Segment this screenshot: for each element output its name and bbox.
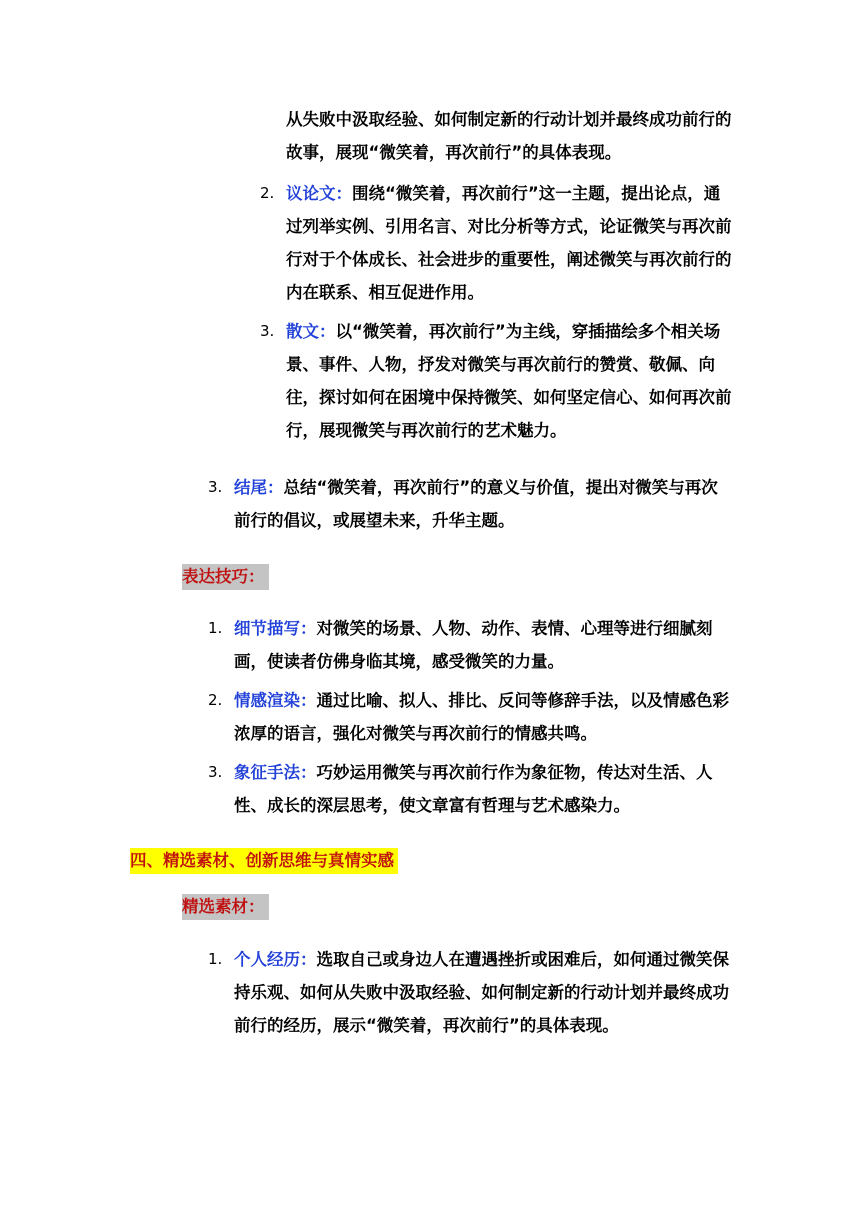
ending-number: 3. xyxy=(208,478,223,496)
technique-3-number: 3. xyxy=(208,763,223,781)
ending-term: 结尾： xyxy=(234,478,284,497)
material-1 xyxy=(234,943,732,1042)
technique-2-term: 情感渲染： xyxy=(234,691,317,710)
technique-1 xyxy=(234,612,732,678)
material-1-text: 选取自己或身边人在遭遇挫折或困难后，如何通过微笑保持乐观、如何从失败中汲取经验、如何制定新的行动计划并最终成功前行的经历，展示“微笑着，再次前行”的具体表现。 xyxy=(234,950,729,1035)
technique-1-term: 细节描写： xyxy=(234,619,317,638)
subitem-3-term: 散文： xyxy=(286,322,336,341)
technique-2-text: 通过比喻、拟人、排比、反问等修辞手法，以及情感色彩浓厚的语言，强化对微笑与再次前行的情感共鸣。 xyxy=(234,691,729,743)
technique-2-number: 2. xyxy=(208,691,223,709)
subitem-1-tail xyxy=(286,103,732,169)
techniques-heading: 表达技巧： xyxy=(182,564,269,590)
materials-heading: 精选素材： xyxy=(182,894,269,920)
section-4-heading: 四、精选素材、创新思维与真情实感 xyxy=(130,848,398,874)
technique-1-number: 1. xyxy=(208,619,223,637)
material-1-number: 1. xyxy=(208,950,223,968)
subitem-2-term: 议论文： xyxy=(286,184,352,203)
subitem-3 xyxy=(286,315,732,447)
technique-3 xyxy=(234,756,732,822)
subitem-2-number: 2. xyxy=(260,184,275,202)
technique-1-text: 对微笑的场景、人物、动作、表情、心理等进行细腻刻画，使读者仿佛身临其境，感受微笑的力量。 xyxy=(234,619,713,671)
technique-3-text: 巧妙运用微笑与再次前行作为象征物，传达对生活、人性、成长的深层思考，使文章富有哲理与艺术感染力。 xyxy=(234,763,713,815)
subitem-3-number: 3. xyxy=(260,322,275,340)
technique-3-term: 象征手法： xyxy=(234,763,317,782)
ending-text: 总结“微笑着，再次前行”的意义与价值，提出对微笑与再次前行的倡议，或展望未来，升华主题。 xyxy=(234,478,718,530)
ending-item xyxy=(234,471,732,537)
subitem-3-text: 以“微笑着，再次前行”为主线，穿插描绘多个相关场景、事件、人物，抒发对微笑与再次前行的赞赏、敬佩、向往，探讨如何在困境中保持微笑、如何坚定信心、如何再次前行，展现微笑与再次前行的艺术魅力。 xyxy=(286,322,732,440)
material-1-term: 个人经历： xyxy=(234,950,317,969)
technique-2 xyxy=(234,684,732,750)
subitem-1-tail-text: 从失败中汲取经验、如何制定新的行动计划并最终成功前行的故事，展现“微笑着，再次前行”的具体表现。 xyxy=(286,110,732,162)
subitem-2-text: 围绕“微笑着，再次前行”这一主题，提出论点，通过列举实例、引用名言、对比分析等方式，论证微笑与再次前行对于个体成长、社会进步的重要性，阐述微笑与再次前行的内在联系、相互促进作用。 xyxy=(286,184,732,302)
subitem-2 xyxy=(286,177,732,309)
